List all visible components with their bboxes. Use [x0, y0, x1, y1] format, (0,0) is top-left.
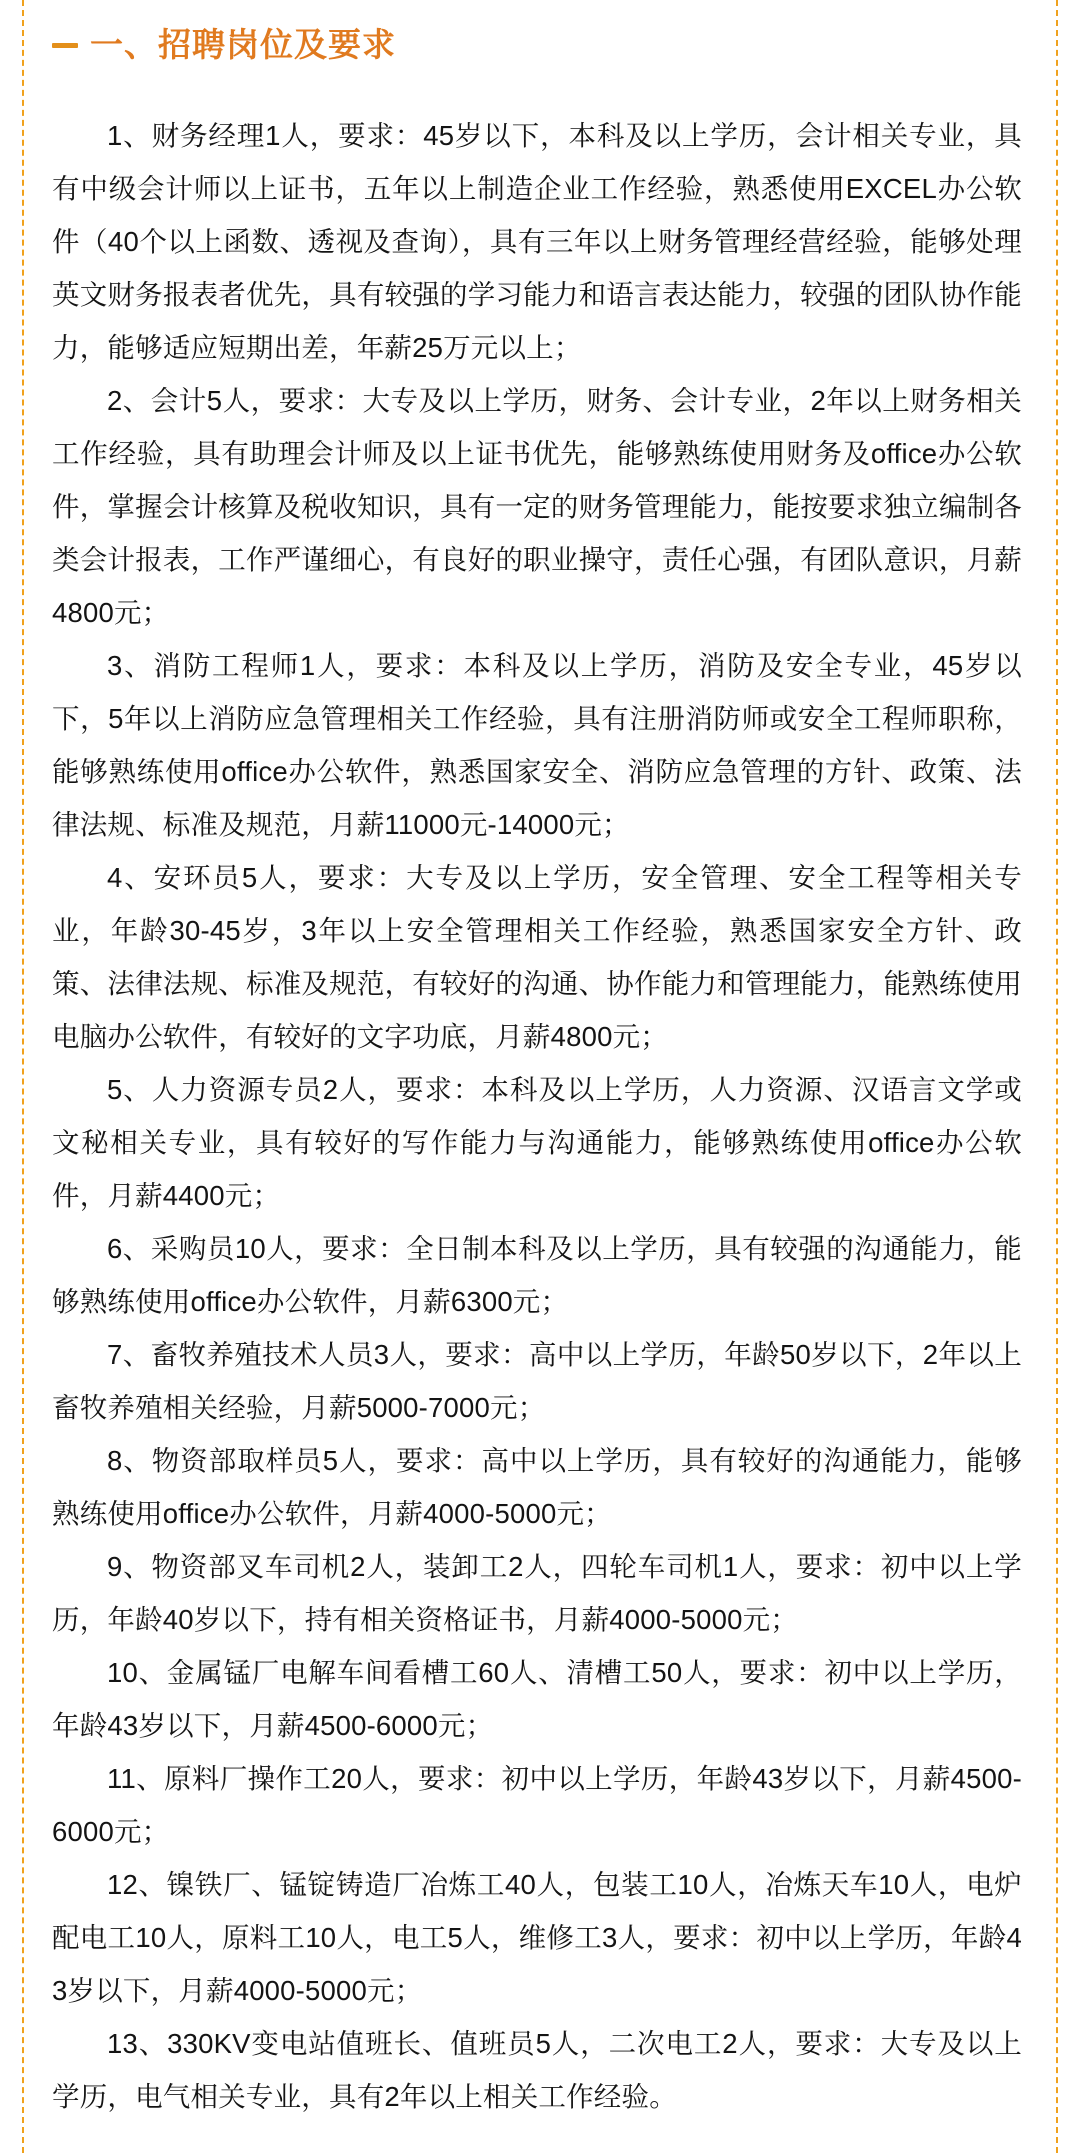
list-item: 12、镍铁厂、锰锭铸造厂冶炼工40人，包装工10人，冶炼天车10人，电炉配电工10人，原料工10人，电工5人，维修工3人，要求：初中以上学历，年龄43岁以下，月薪4000-5000元；	[52, 1868, 1022, 2006]
list-item: 10、金属锰厂电解车间看槽工60人、清槽工50人，要求：初中以上学历，年龄43岁以下，月薪4500-6000元；	[52, 1656, 1022, 1741]
list-item: 6、采购员10人，要求：全日制本科及以上学历，具有较强的沟通能力，能够熟练使用office办公软件，月薪6300元；	[52, 1232, 1022, 1317]
list-item: 8、物资部取样员5人，要求：高中以上学历，具有较好的沟通能力，能够熟练使用office办公软件，月薪4000-5000元；	[52, 1444, 1022, 1529]
list-item: 1、财务经理1人，要求：45岁以下，本科及以上学历，会计相关专业，具有中级会计师以上证书，五年以上制造企业工作经验，熟悉使用EXCEL办公软件（40个以上函数、透视及查询），具有三年以上财务管理经营经验，能够处理英文财务报表者优先，具有较强的学习能力和语言表达能力，较强的团队协作能力，能够适应短期出差，年薪25万元以上；	[52, 119, 1022, 363]
list-item: 4、安环员5人，要求：大专及以上学历，安全管理、安全工程等相关专业，年龄30-45岁，3年以上安全管理相关工作经验，熟悉国家安全方针、政策、法律法规、标准及规范，有较好的沟通、协作能力和管理能力，能熟练使用电脑办公软件，有较好的文字功底，月薪4800元；	[52, 861, 1022, 1052]
list-item: 7、畜牧养殖技术人员3人，要求：高中以上学历，年龄50岁以下，2年以上畜牧养殖相关经验，月薪5000-7000元；	[52, 1338, 1022, 1423]
heading-accent-bar	[52, 43, 78, 48]
list-item: 11、原料厂操作工20人，要求：初中以上学历，年龄43岁以下，月薪4500-6000元；	[52, 1762, 1022, 1847]
section-heading	[52, 18, 1022, 67]
list-item: 2、会计5人，要求：大专及以上学历，财务、会计专业，2年以上财务相关工作经验，具有助理会计师及以上证书优先，能够熟练使用财务及office办公软件，掌握会计核算及税收知识，具有一定的财务管理能力，能按要求独立编制各类会计报表，工作严谨细心，有良好的职业操守，责任心强，有团队意识，月薪4800元；	[52, 384, 1022, 628]
list-item: 13、330KV变电站值班长、值班员5人，二次电工2人，要求：大专及以上学历，电气相关专业，具有2年以上相关工作经验。	[52, 2027, 1022, 2112]
page-title: 一、招聘岗位及要求	[90, 26, 396, 63]
list-item: 9、物资部叉车司机2人，装卸工2人，四轮车司机1人，要求：初中以上学历，年龄40岁以下，持有相关资格证书，月薪4000-5000元；	[52, 1550, 1022, 1635]
list-item: 3、消防工程师1人，要求：本科及以上学历，消防及安全专业，45岁以下，5年以上消防应急管理相关工作经验，具有注册消防师或安全工程师职称，能够熟练使用office办公软件，熟悉国家安全、消防应急管理的方针、政策、法律法规、标准及规范，月薪11000元-14000元；	[52, 649, 1022, 840]
list-item: 5、人力资源专员2人，要求：本科及以上学历，人力资源、汉语言文学或文秘相关专业，具有较好的写作能力与沟通能力，能够熟练使用office办公软件，月薪4400元；	[52, 1073, 1022, 1211]
job-requirement-list	[52, 109, 1022, 2123]
